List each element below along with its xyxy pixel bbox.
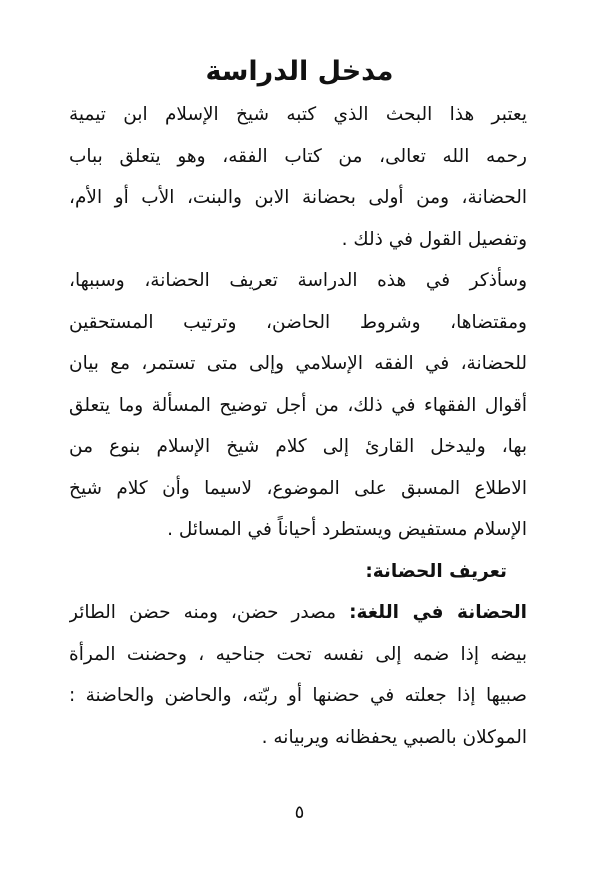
- definition-line-1: [69, 592, 527, 634]
- text-line-10: الاطلاع المسبق على الموضوع، لاسيما وأن كلام شيخ: [69, 477, 527, 499]
- text-line-8: أقوال الفقهاء في ذلك، من أجل توضيح المسألة وما يتعلق: [69, 394, 527, 416]
- definition-line-3: صبيها إذا جعلته في حضنها أو ربّته، والحاضن والحاضنة :: [69, 685, 527, 706]
- text-line-1: يعتبر هذا البحث الذي كتبه شيخ الإسلام ابن تيمية: [69, 104, 527, 125]
- definition-line-4: الموكلان بالصبي يحفظانه ويربيانه .: [261, 726, 527, 748]
- text-line-6: ومقتضاها، وشروط الحاضن، وترتيب المستحقين: [69, 311, 527, 333]
- text-line-5: وسأذكر في هذه الدراسة تعريف الحضانة، وسببها،: [69, 270, 527, 291]
- definition-line-2: بيضه إذا ضمه إلى نفسه تحت جناحيه ، وحضنت المرأة: [69, 643, 527, 665]
- page-number: ٥: [294, 802, 305, 823]
- section-heading: تعريف الحضانة:: [365, 560, 507, 582]
- page-title: مدخل الدراسة: [205, 56, 394, 87]
- definition-text: مصدر حضن، ومنه حضن الطائر: [69, 602, 350, 623]
- text-line-11: الإسلام مستفيض ويستطرد أحياناً في المسائل .: [167, 519, 527, 540]
- text-line-7: للحضانة، في الفقه الإسلامي وإلى متى تستمر، مع بيان: [69, 353, 527, 374]
- text-line-3: الحضانة، ومن أولى بحضانة الابن والبنت، الأب أو الأم،: [69, 187, 527, 208]
- body-text: [69, 94, 527, 758]
- text-line-2: رحمه الله تعالى، من كتاب الفقه، وهو يتعلق بباب: [69, 145, 527, 167]
- text-line-4: وتفصيل القول في ذلك .: [341, 228, 527, 250]
- text-line-9: بها، وليدخل القارئ إلى كلام شيخ الإسلام بنوع من: [69, 436, 527, 457]
- definition-term: الحضانة في اللغة:: [349, 602, 527, 623]
